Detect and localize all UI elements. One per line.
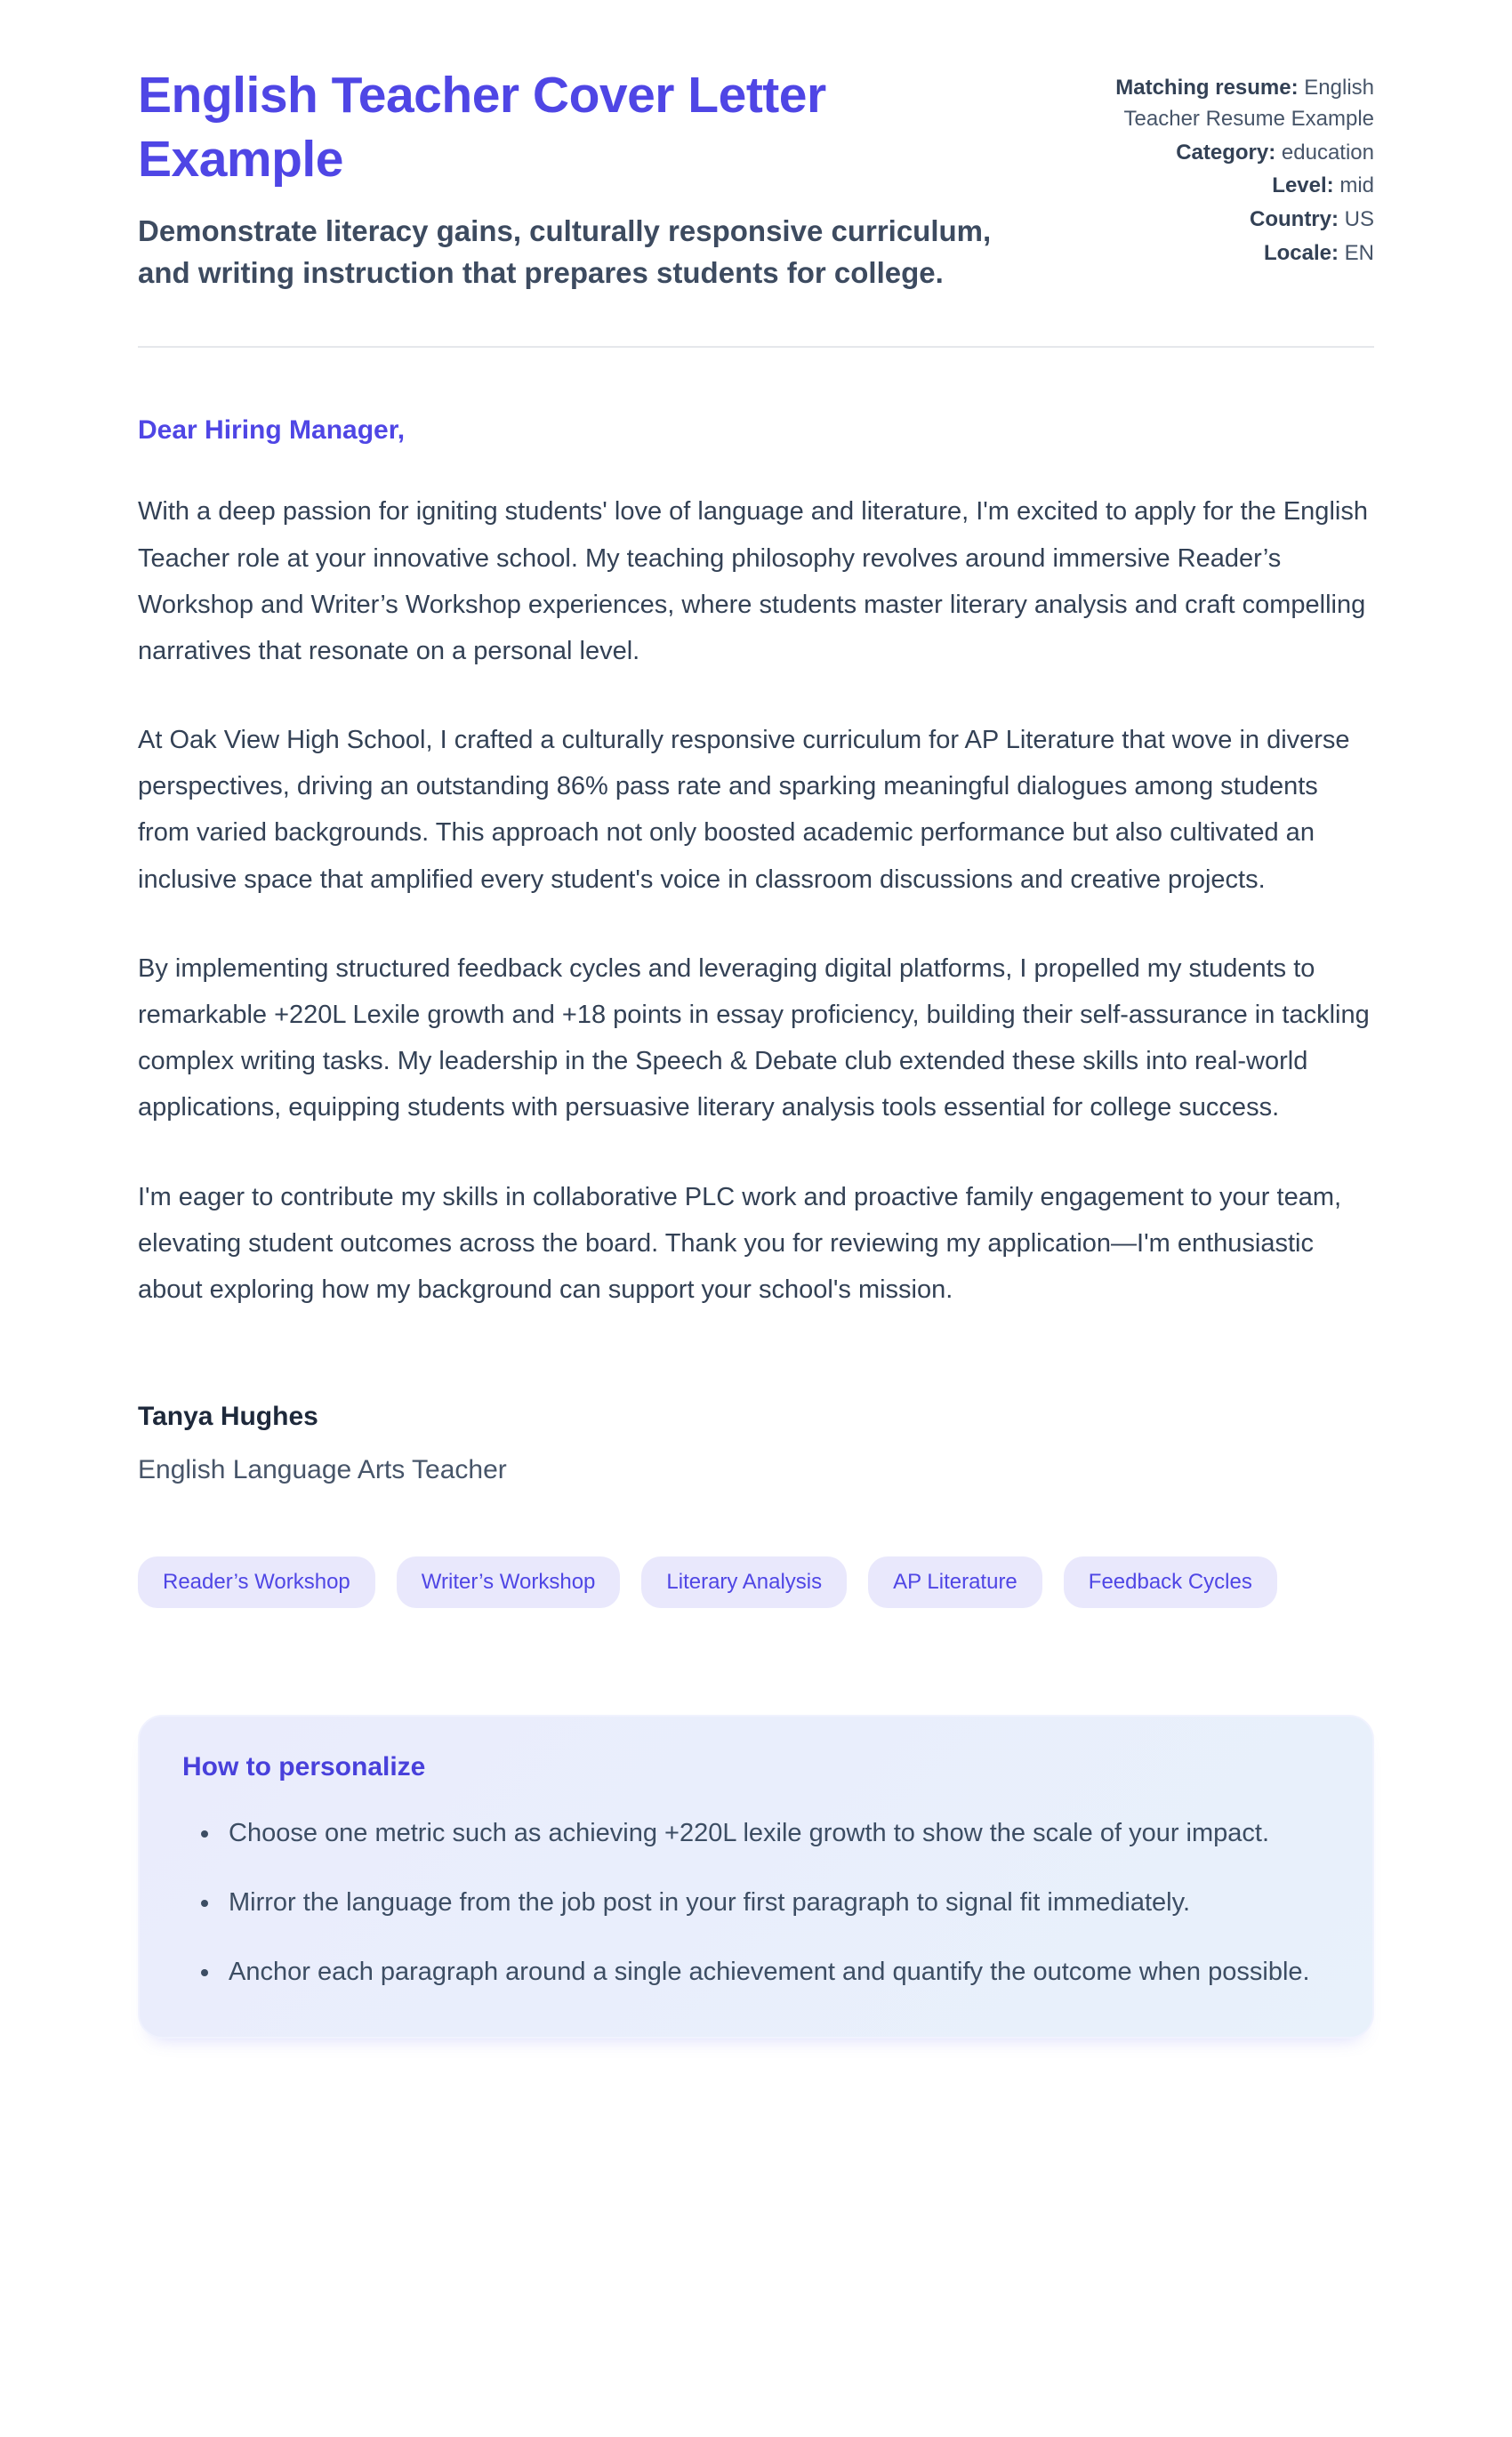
how-to-personalize-box — [138, 1715, 1374, 2039]
resume-meta-panel — [1098, 64, 1374, 272]
meta-locale-label: Locale: — [1263, 240, 1339, 265]
signature-role: English Language Arts Teacher — [138, 1455, 507, 1485]
tips-list — [182, 1813, 1330, 1994]
meta-category-value: education — [1281, 140, 1374, 165]
tag-chip-ap-literature[interactable]: AP Literature — [868, 1556, 1042, 1608]
meta-level-label: Level: — [1272, 173, 1334, 198]
tag-chip-feedback-cycles[interactable]: Feedback Cycles — [1064, 1556, 1277, 1608]
meta-matching-resume-value: English Teacher Resume Example — [1123, 76, 1374, 131]
meta-country — [1098, 205, 1374, 236]
tag-chip-writers-workshop[interactable]: Writer’s Workshop — [397, 1556, 621, 1608]
letter-paragraph: By implementing structured feedback cycles and leveraging digital platforms, I propelled my students to remarkable +220L Lexile growth and +18 points in essay proficiency, building their self-assurance in tackling complex writing tasks. My leadership in the Speech & Debate club extended these skills into real-world applications, equipping students with persuasive literary analysis tools essential for college success. — [138, 953, 1370, 1122]
page-subtitle: Demonstrate literacy gains, culturally responsive curriculum, and writing instruction that prepares students for college. — [138, 213, 992, 290]
cover-letter-body — [138, 415, 1374, 1485]
letter-paragraph: At Oak View High School, I crafted a culturally responsive curriculum for AP Literature that wove in diverse perspectives, driving an outstanding 86% pass rate and sparking meaningful dialogues among students from varied backgrounds. This approach not only boosted academic performance but also cultivated an inclusive space that amplified every student's voice in classroom discussions and creative projects. — [138, 726, 1350, 894]
tag-chip-literary-analysis[interactable]: Literary Analysis — [641, 1556, 847, 1608]
signature-name: Tanya Hughes — [138, 1402, 318, 1432]
meta-category — [1098, 138, 1374, 169]
tag-list — [138, 1556, 1374, 1608]
meta-matching-resume-label: Matching resume: — [1115, 76, 1299, 100]
meta-locale-value: EN — [1344, 240, 1374, 265]
header — [138, 64, 1374, 294]
tip-item: • Mirror the language from the job post in your first paragraph to signal fit immediately. — [221, 1882, 1330, 1925]
meta-level-value: mid — [1339, 173, 1374, 198]
meta-locale — [1098, 238, 1374, 269]
salutation: Dear Hiring Manager, — [138, 415, 406, 446]
tip-item: • Anchor each paragraph around a single achievement and quantify the outcome when possible. — [221, 1951, 1330, 1994]
meta-level — [1098, 171, 1374, 202]
meta-matching-resume — [1098, 73, 1374, 135]
meta-country-label: Country: — [1250, 207, 1339, 232]
tag-chip-readers-workshop[interactable]: Reader’s Workshop — [138, 1556, 375, 1608]
letter-paragraph: With a deep passion for igniting students' love of language and literature, I'm excited to apply for the English Teacher role at your innovative school. My teaching philosophy revolves around immersive Reader’s Workshop and Writer’s Workshop experiences, where students master literary analysis and craft compelling narratives that resonate on a personal level. — [138, 497, 1368, 665]
page-title: English Teacher Cover Letter Example — [138, 67, 826, 188]
meta-country-value: US — [1344, 207, 1374, 232]
header-divider — [138, 346, 1374, 348]
header-title-block — [138, 64, 1063, 294]
tips-title: How to personalize — [182, 1752, 426, 1782]
letter-paragraph: I'm eager to contribute my skills in collaborative PLC work and proactive family engagement to your team, elevating student outcomes across the board. Thank you for reviewing my application—I'm enthusiastic about exploring how my background can support your school's mission. — [138, 1182, 1342, 1304]
tip-item: • Choose one metric such as achieving +220L lexile growth to show the scale of your impact. — [221, 1813, 1330, 1855]
meta-category-label: Category: — [1176, 140, 1276, 165]
